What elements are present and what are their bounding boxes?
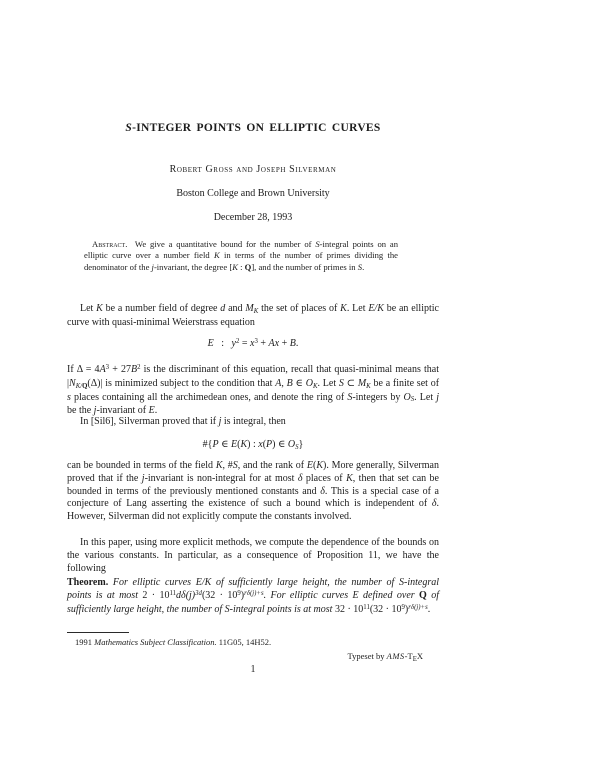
paragraph-silverman: In [Sil6], Silverman proved that if j is integral, then — [80, 416, 286, 427]
theorem-block: Theorem. For elliptic curves E/K of sufficiently large height, the number of S-integral points is at most $2 \cdot 10^{11}d\delta(j)^{3d}(32 \cdot 10^9)^{r\delta(j)+s}$. For elliptic curves E defined over Q of sufficiently large height, the number of S-integral points is at most $32 \cdot 10^{11}(32 \cdot 10^9)^{r\delta(j)+s}$. — [67, 577, 439, 616]
authors-line: Robert Gross and Joseph Silverman — [169, 164, 337, 175]
paragraph-bounds: can be bounded in terms of the field K, #S, and the rank of E(K). More generally, Silverman proved that if the j-invariant is non-integral for at most δ places of K, then that set can be bounded in terms of the previously mentioned constants and δ. This is a special case of a conjecture of Lang asserting the existence of such a bound which is independent of δ. However, Silverman did not explicitly compute the constants involved. — [67, 460, 439, 523]
paragraph-this-paper: In this paper, using more explicit methods, we compute the dependence of the bounds on the various constants. In particular, as a consequence of Proposition 11, we have the following — [67, 537, 439, 574]
affiliation-line: Boston College and Brown University — [176, 188, 330, 199]
display-equation-integral-points: #{P ∈ E(K) : x(P) ∈ OS} — [202, 439, 304, 451]
footnote-classification: 1991 Mathematics Subject Classification. 11G05, 14H52. — [75, 637, 272, 647]
paragraph-intro: Let K be a number field of degree d and MK the set of places of K. Let E/K be an elliptic curve with quasi-minimal Weierstrass equation — [67, 303, 439, 328]
footnote-rule — [67, 632, 129, 633]
date-line: December 28, 1993 — [213, 212, 293, 223]
paper-title: S-INTEGER POINTS ON ELLIPTIC CURVES — [125, 122, 381, 134]
abstract: Abstract. We give a quantitative bound for the number of S-integral points on an elliptic curve over a number field K in terms of the number of primes dividing the denominator of the j-invariant, the degree [K : Q], and the number of primes in S. — [84, 239, 398, 272]
display-equation-weierstrass: E : $y^2 = x^3 + Ax + B$. — [207, 337, 299, 349]
typeset-credit: Typeset by AMS-$T_EX$ — [347, 651, 423, 663]
paragraph-discriminant: If $\Delta = 4A^3 + 27B^2$ is the discriminant of this equation, recall that quasi-minimal means that |NK/Q(Δ)| is minimized subject to the condition that A, B ∈ OK. Let S ⊂ MK be a finite set of s places containing all the archimedean ones, and denote the ring of S-integers by OS. Let j be the j-invariant of E. — [67, 363, 440, 417]
page-number: 1 — [250, 664, 256, 675]
